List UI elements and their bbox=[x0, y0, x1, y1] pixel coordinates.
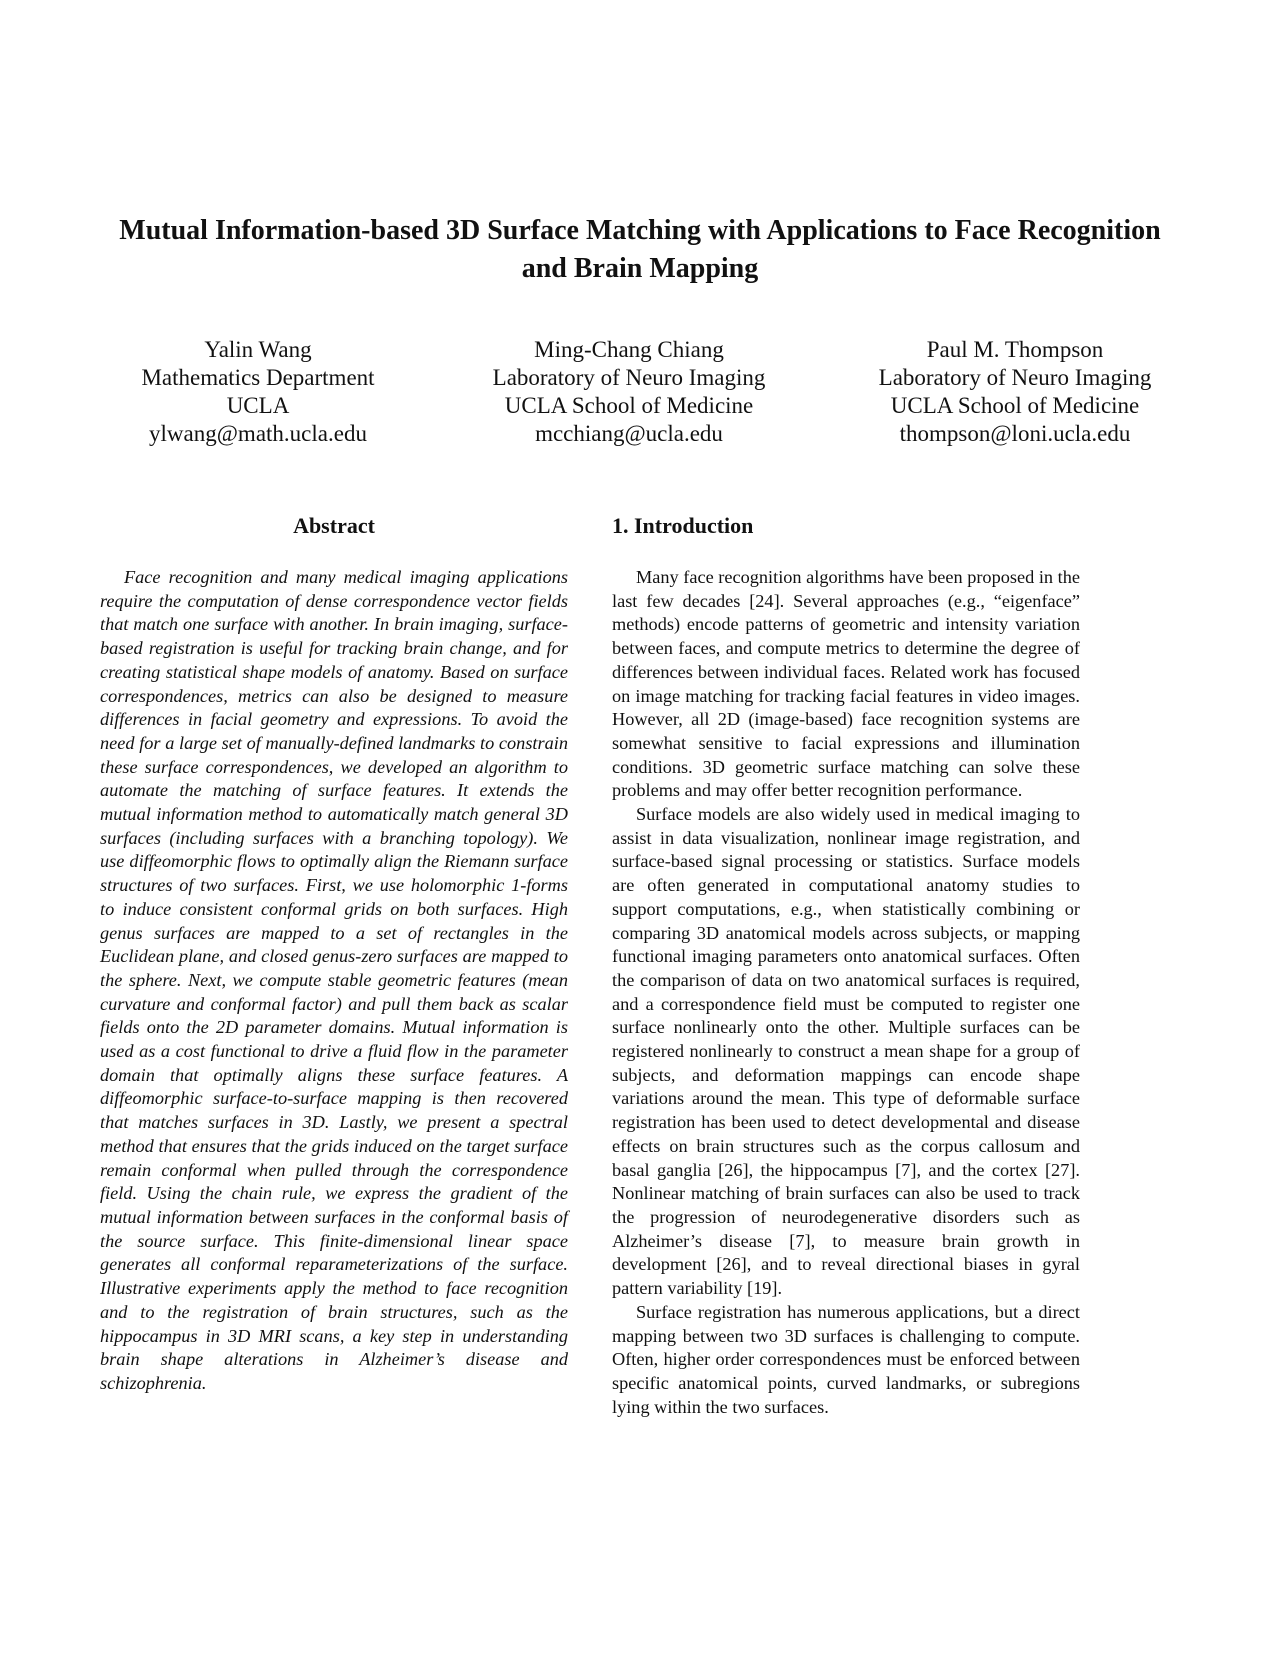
author-inst: UCLA School of Medicine bbox=[890, 393, 1140, 418]
author-email: thompson@loni.ucla.edu bbox=[899, 421, 1131, 446]
paragraph: Surface models are also widely used in medical imaging to assist in data visualization, nonlinear image registration, and surface-based signal processing or statistics. Surface models are often generated in computational anatomy studies to support computations, e.g., when statistically combining or comparing 3D anatomical models across subjects, or mapping functional imaging parameters onto anatomical surfaces. Often the comparison of data on two anatomical surfaces is required, and a correspondence field must be computed to register one surface nonlinearly onto the other. Multiple surfaces can be registered nonlinearly to construct a mean shape for a group of subjects, and deformation mappings can encode shape variations around the mean. This type of deformable surface registration has been used to detect developmental and disease effects on brain structures such as the corpus callosum and basal ganglia [26], the hippocampus [7], and the cortex [27]. Nonlinear matching of brain surfaces can also be used to track the progression of neurodegenerative disorders such as Alzheimer’s disease [7], to measure brain growth in development [26], and to reveal directional biases in gyral pattern variability [19]. bbox=[612, 804, 1080, 1299]
paper-title: Mutual Information-based 3D Surface Matching with Applications to Face Recognition and Brain Mapping bbox=[119, 215, 1161, 284]
abstract-section bbox=[100, 512, 568, 1396]
author-inst: UCLA bbox=[226, 393, 290, 418]
author-list bbox=[100, 336, 1180, 448]
author-dept: Laboratory of Neuro Imaging bbox=[492, 365, 766, 390]
author-block bbox=[850, 336, 1180, 448]
paragraph: Surface registration has numerous applications, but a direct mapping between two 3D surfaces is challenging to compute. Often, higher order correspondences must be enforced between specific anatomical points, curved landmarks, or subregions lying within the two surfaces. bbox=[612, 1301, 1080, 1417]
author-email: ylwang@math.ucla.edu bbox=[149, 421, 367, 446]
author-name: Yalin Wang bbox=[204, 337, 312, 362]
author-name: Paul M. Thompson bbox=[926, 337, 1104, 362]
author-block bbox=[464, 336, 794, 448]
author-block bbox=[108, 336, 408, 448]
abstract-text: Face recognition and many medical imaging applications require the computation of dense correspondence vector fields that match one surface with another. In brain imaging, surface-based registration is useful for tracking brain change, and for creating statistical shape models of anatomy. Based on surface correspondences, metrics can also be designed to measure differences in facial geometry and expressions. To avoid the need for a large set of manually-defined landmarks to constrain these surface correspondences, we developed an algorithm to automate the matching of surface features. It extends the mutual information method to automatically match general 3D surfaces (including surfaces with a branching topology). We use diffeomorphic flows to optimally align the Riemann surface structures of two surfaces. First, we use holomorphic 1-forms to induce consistent conformal grids on both surfaces. High genus surfaces are mapped to a set of rectangles in the Euclidean plane, and closed genus-zero surfaces are mapped to the sphere. Next, we compute stable geometric features (mean curvature and conformal factor) and pull them back as scalar fields onto the 2D parameter domains. Mutual information is used as a cost functional to drive a fluid flow in the parameter domain that optimally aligns these surface features. A diffeomorphic surface-to-surface mapping is then recovered that matches surfaces in 3D. Lastly, we present a spectral method that ensures that the grids induced on the target surface remain conformal when pulled through the correspondence field. Using the chain rule, we express the gradient of the mutual information between surfaces in the conformal basis of the source surface. This finite-dimensional linear space generates all conformal reparameterizations of the surface. Illustrative experiments apply the method to face recognition and to the registration of brain structures, such as the hippocampus in 3D MRI scans, a key step in understanding brain shape alterations in Alzheimer’s disease and schizophrenia. bbox=[100, 567, 568, 1393]
paragraph: Many face recognition algorithms have been proposed in the last few decades [24]. Several approaches (e.g., “eigenface” methods) encode patterns of geometric and intensity variation between faces, and compute metrics to determine the degree of differences between individual faces. Related work has focused on image matching for tracking facial features in video images. However, all 2D (image-based) face recognition systems are somewhat sensitive to facial expressions and illumination conditions. 3D geometric surface matching can solve these problems and may offer better recognition performance. bbox=[612, 567, 1080, 801]
abstract-heading: Abstract bbox=[293, 513, 375, 538]
author-inst: UCLA School of Medicine bbox=[504, 393, 754, 418]
introduction-heading: 1. Introduction bbox=[612, 513, 754, 538]
author-email: mcchiang@ucla.edu bbox=[535, 421, 723, 446]
author-name: Ming-Chang Chiang bbox=[534, 337, 724, 362]
author-dept: Laboratory of Neuro Imaging bbox=[878, 365, 1152, 390]
author-dept: Mathematics Department bbox=[141, 365, 375, 390]
introduction-section bbox=[612, 512, 1080, 1419]
